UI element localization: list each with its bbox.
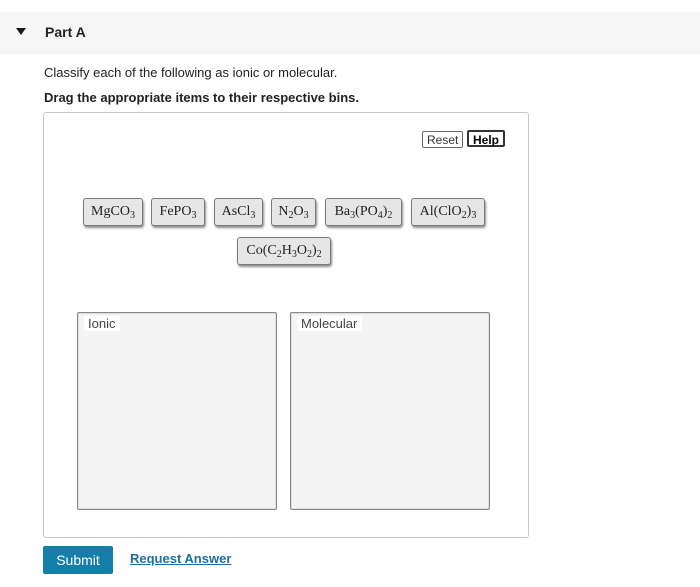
part-header[interactable] (0, 12, 700, 54)
draggable-tile[interactable]: $Ba_3(PO_4)_2$ (325, 198, 402, 226)
reset-button[interactable]: Reset (422, 131, 463, 148)
drag-drop-workspace (43, 112, 529, 538)
draggable-tile[interactable]: AsCl$_3$ (214, 198, 263, 226)
draggable-tile[interactable]: $Al(ClO_2)_3$ (411, 198, 485, 226)
help-button[interactable]: Help (467, 130, 505, 147)
bin-label-ionic: Ionic (84, 316, 120, 331)
ionic-bin[interactable] (77, 312, 277, 510)
bin-label-molecular: Molecular (297, 316, 362, 331)
draggable-tile[interactable]: $Co(C_2H_3O_2)_2$ (237, 237, 331, 265)
collapse-caret-icon[interactable] (16, 28, 26, 35)
draggable-tile[interactable]: $N_2O_3$ (271, 198, 316, 226)
part-title: Part A (45, 24, 86, 40)
instruction-text: Classify each of the following as ionic or molecular. (44, 65, 338, 80)
molecular-bin[interactable] (290, 312, 490, 510)
request-answer-link[interactable]: Request Answer (130, 551, 232, 566)
draggable-tile[interactable]: FePO$_3$ (151, 198, 205, 226)
submit-button[interactable]: Submit (43, 546, 113, 574)
draggable-tile[interactable]: MgCO$_3$ (83, 198, 143, 226)
drag-instruction-text: Drag the appropriate items to their respective bins. (44, 90, 359, 105)
